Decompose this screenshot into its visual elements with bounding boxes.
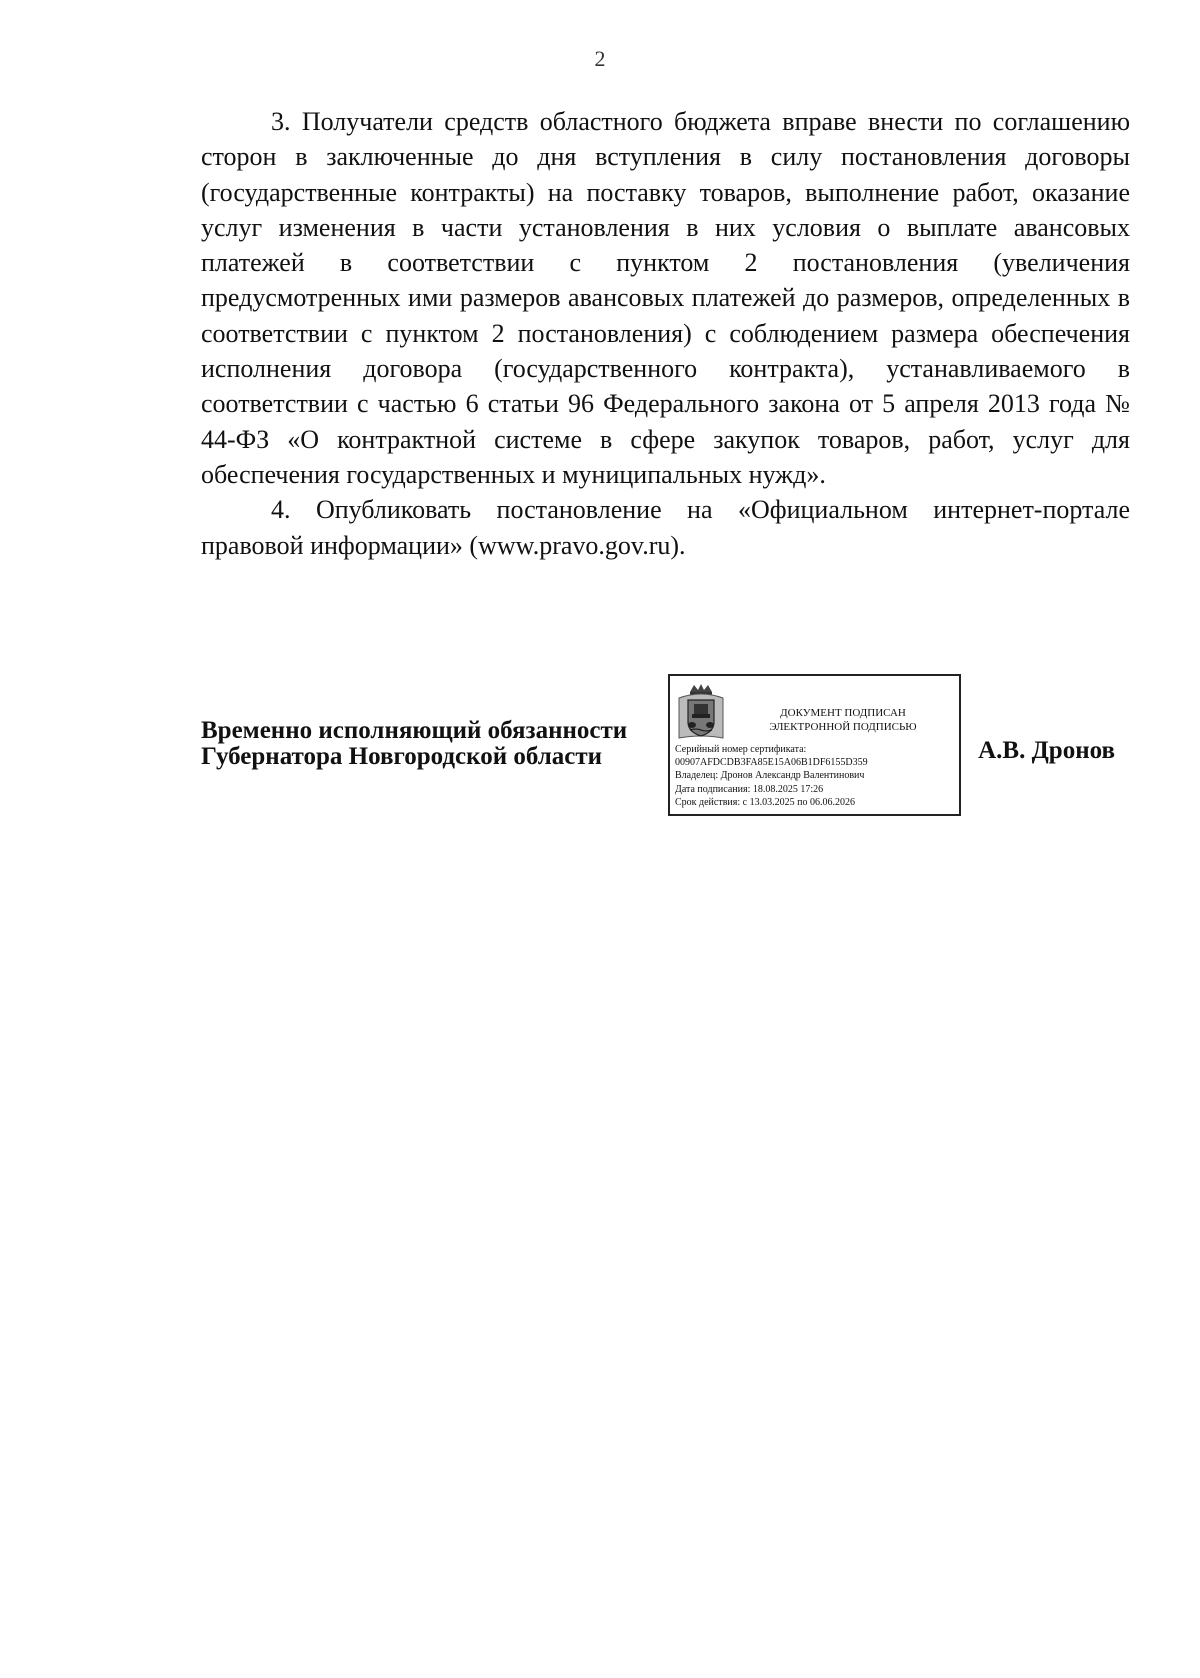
signer-name: А.В. Дронов [978,737,1115,764]
page-number: 2 [594,46,606,71]
certificate-validity: Срок действия: с 13.03.2025 по 06.06.2026 [675,796,855,808]
certificate-serial-label: Серийный номер сертификата: [675,744,807,755]
paragraph-3: 3. Получатели средств областного бюджета вправе внести по соглашению сторон в заключенные до дня вступления в силу постановления договоры (государственные контракты) на поставку товаров, выполнение работ, оказание услуг изменения в части установления в них условия о выплате авансовых платежей в соответствии с пунктом 2 постановления (увеличения предусмотренных ими размеров авансовых платежей до размеров, определенных в соответствии с пунктом 2 постановления) с соблюдением размера обеспечения исполнения договора (государственного контракта), устанавливаемого в соответствии с частью 6 статьи 96 Федерального закона от 5 апреля 2013 года № 44-ФЗ «О контрактной системе в сфере закупок товаров, работ, услуг для обеспечения государственных и муниципальных нужд». [201,107,1130,489]
signatory-position-line2: Губернатора Новгородской области [201,743,603,770]
paragraph-4: 4. Опубликовать постановление на «Официальном интернет-портале правовой информации» (www.pravo.gov.ru). [201,495,1130,560]
certificate-owner: Владелец: Дронов Александр Валентинович [675,770,865,782]
certificate-serial-number: 00907AFDCDB3FA85E15A06B1DF6155D359 [675,757,868,769]
coat-of-arms-icon [676,682,726,742]
signing-date: Дата подписания: 18.08.2025 17:26 [675,783,824,795]
signatory-position-line1: Временно исполняющий обязанности [201,717,628,744]
document-body [201,104,1130,563]
stamp-header-line1: ДОКУМЕНТ ПОДПИСАН [780,707,906,719]
signatory-position [201,718,627,770]
electronic-signature-stamp [668,674,961,816]
stamp-header [732,706,954,734]
stamp-details [675,743,957,809]
stamp-header-line2: ЭЛЕКТРОННОЙ ПОДПИСЬЮ [769,721,917,733]
